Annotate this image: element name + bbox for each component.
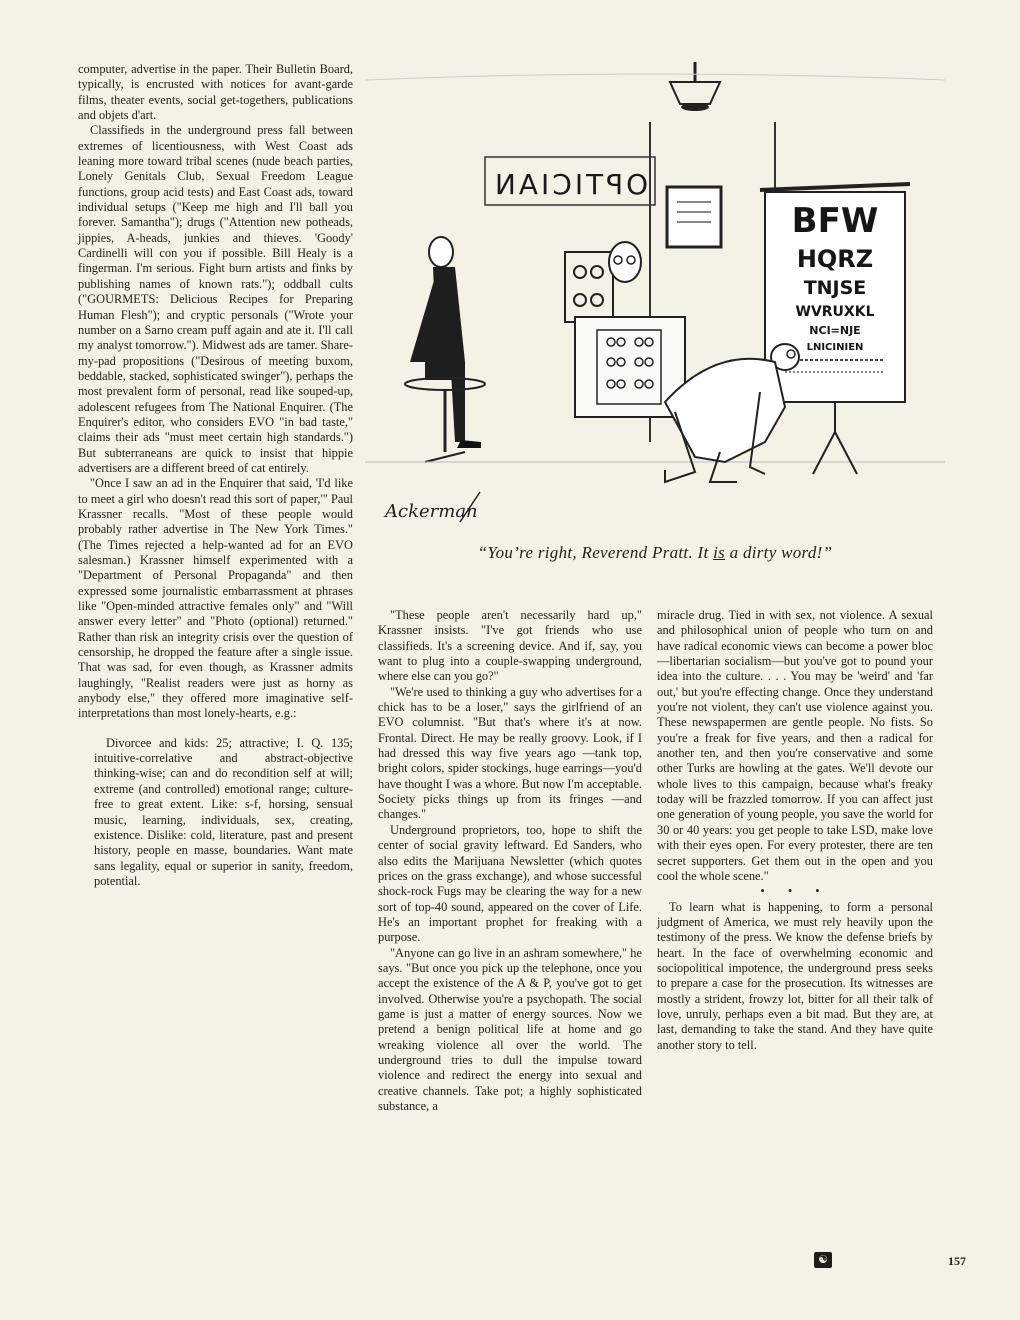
shop-sign-text: OPTICIAN (491, 168, 649, 201)
eye-chart-line-5: NCI=NJE (809, 324, 861, 337)
article-column-2 (378, 608, 642, 1114)
cartoon-caption (365, 543, 945, 563)
cartoon-illustration (365, 62, 945, 542)
article-column-1 (78, 62, 353, 889)
eye-chart-line-6: LNICINIEN (806, 342, 864, 353)
artist-signature: Ackerman (385, 501, 478, 522)
col1-paragraph-2: Classifieds in the underground press fall between extremes of licentiousness, with West Coast ads leaning more toward tribal scenes (nude beach parties, Lonely Genitals Club, Sexual Freedom League functions, group acid tests) and East Coast ads, toward individual setups ("Keep me high and I'll ball you forever. Samantha"); drugs ("Attention new potheads, jippies, A-heads, junkies and thieves. 'Goody' Cardinelli will con you if possible. Bill Healy is a fingerman. I'm serious. Fight burn artists and finks by publishing names of known rats."); oddball cults ("GOURMETS: Delicious Recipes for Preparing Human Flesh"); and cryptic personals ("Wrote your number on a Sarno cream puff again and ate it. I'll call my analyst tomorrow."). Midwest ads are tamer. Share-my-pad propositions ("Desirous of meeting buxom, beddable, stacked, sophisticated swinger"), perhaps the most prevalent form of personal, read like souped-up, adolescent refugees from The National Enquirer. (The Enquirer's editor, who considers EVO "in bad taste," claims their ads "must meet certain high standards.") But subterraneans are quick to insist that hippie advertisers are a different breed of cat entirely. (78, 123, 353, 475)
eye-chart-line-2: HQRZ (796, 245, 874, 273)
col2-paragraph-2: "We're used to thinking a guy who advertises for a chick has to be a loser," says the girlfriend of an EVO columnist. "But that's where it's at now. Frontal. Direct. He may be really groovy. Look, if I had dressed this way five years ago —tank top, bright colors, spider stockings, huge earrings—you'd have thought I was a whore. But now I'm acceptable. Society picks things up from its fringes —and changes." (378, 684, 642, 822)
section-break-dots: • • • (760, 884, 830, 899)
caption-text-end: a dirty word!” (725, 543, 833, 562)
col1-paragraph-3: "Once I saw an ad in the Enquirer that said, 'I'd like to meet a girl who doesn't read this sort of paper,'" Paul Krassner recalls. "Most of these people would probably rather advertise in The New York Times." (The Times rejected a help-wanted ad for an EVO salesman.) Krassner himself experimented with a "Department of Personal Propaganda" and then expressed some journalistic embarrassment at phrases like "Open-minded attractive females only" and "Will answer every letter" and "Photo (optional) returned." Rather than risk an integrity crisis over the question of censorship, he dropped the feature after a single issue. That was sad, for even though, as Krassner admits laughingly, "Realist readers were just as horny as anybody else," they offered more imaginative self-interpretations than most lonely-hearts, e.g.: (78, 476, 353, 721)
col2-paragraph-4: "Anyone can go live in an ashram somewhere," he says. "But once you pick up the telephone, once you accept the existence of the A & P, you've got to get involved. Otherwise you're a psychopath. The social game is just a matter of energy sources. Now we pretend a benign political life at home and go wreaking violence all over the world. The underground tries to dull the impulse toward violence and redirect the energy into sexual and creative channels. Take pot; a highly sophisticated substance, a (378, 945, 642, 1113)
caption-underlined-word: is (713, 543, 726, 562)
eye-chart-line-3: TNJSE (803, 277, 867, 299)
col2-paragraph-3: Underground proprietors, too, hope to shift the center of social gravity leftward. Ed Sanders, who also edits the Marijuana Newsletter (which quotes prices on the grass exchange), and whose successful shock-rock Fugs may be clearing the way for a new sort of top-40 sound, appeared on the cover of Life. He's an important prophet for freaking with a purpose. (378, 822, 642, 945)
eye-chart-line-4: WVRUXKL (795, 304, 875, 320)
eye-chart-line-1: BFW (791, 201, 879, 241)
article-column-3 (657, 608, 933, 1053)
col3-paragraph-2: To learn what is happening, to form a personal judgment of America, we must rely heavily upon the testimony of the press. We know the defense briefs by heart. In the face of overwhelming economic and sociopolitical impotence, the underground press seeks to prepare a case for the prosecution. Its witnesses are mostly a strident, frowzy lot, bitter for all their talk of love, unruly, perhaps even a bit mad. But they are, at last, demanding to take the stand. And they have quite another story to tell. (657, 899, 933, 1052)
personal-ad-quote-text: Divorcee and kids: 25; attractive; I. Q. 135; intuitive-correlative and abstract-objective thinking-wise; can and do recondition self at will; extreme (and controlled) emotional range; culture-free to great extent. Like: s-f, horsing, sensual music, learning, individuals, sex, creating, existence. Dislike: cold, literature, past and present history, people en masse, boundaries. Want mate sans legality, equal or superior in sanity, freedom, potential. (94, 735, 353, 888)
end-mark-logo-icon: ☯ (814, 1252, 832, 1268)
col3-paragraph-1: miracle drug. Tied in with sex, not violence. A sexual and philosophical union of people who turn on and have radical economic views can become a power bloc—libertarian socialism—but you've got to pound your idea into the culture. . . . You may be 'weird' and 'far out,' but you're effecting change. Once they understand you're not violent, they can't use violence against you. These newspapermen are gentle people. No fists. So you're a freak for five years, and then a radical for another ten, and then you're conservative and some other Turks are howling at the gates. We'll devote our whole lives to this campaign, because what's freaky today will be frazzled tomorrow. If you can affect just one generation of young people, you save the world for 30 or 40 years: you get people to take LSD, make love with their eyes open. For every protester, there are ten secret supporters. Get them out in the open and you cool the whole scene." (657, 608, 933, 883)
col1-paragraph-1: computer, advertise in the paper. Their Bulletin Board, typically, is encrusted with notices for avant-garde films, theater events, social get-togethers, publications and objets d'art. (78, 62, 353, 123)
personal-ad-quote (78, 736, 353, 889)
page-number: 157 (948, 1254, 966, 1268)
caption-text-start: “You’re right, Reverend Pratt. It (477, 543, 714, 562)
col2-paragraph-1: "These people aren't necessarily hard up," Krassner insists. "I've got friends who use classifieds. It's a screening device. And if, say, you want to plug into a couple-swapping underground, where else can you go?" (378, 608, 642, 684)
